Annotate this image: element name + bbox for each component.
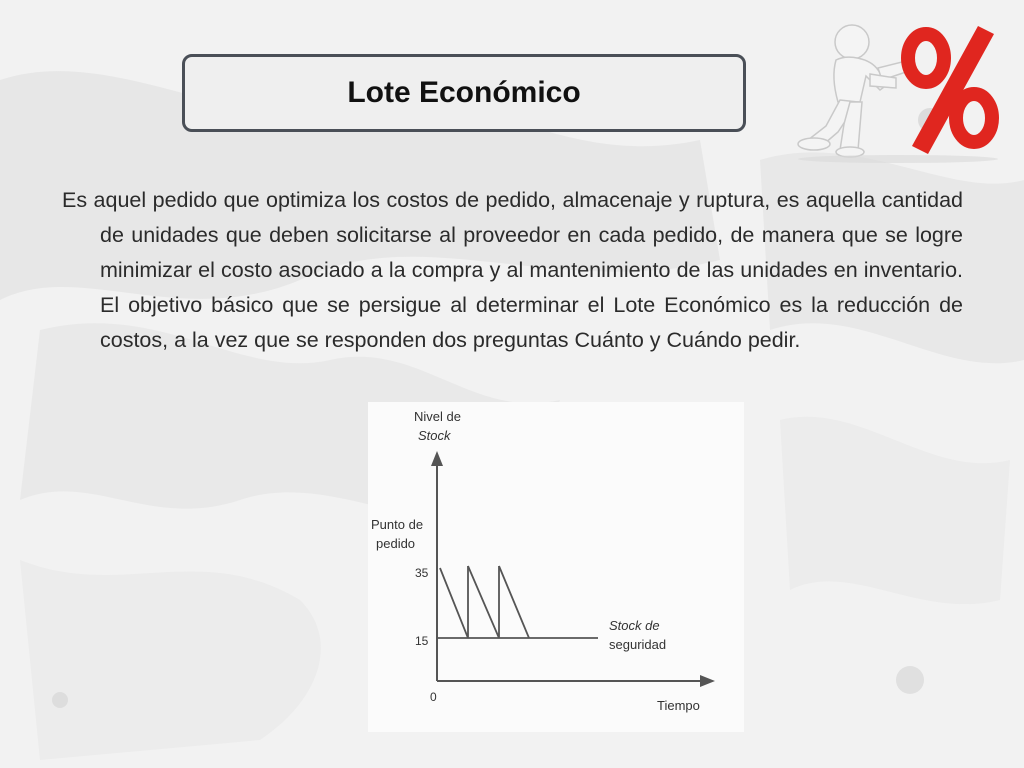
tick-high: 35 [415, 566, 429, 580]
stock-sawtooth [440, 566, 529, 638]
x-axis-arrow-icon [700, 675, 715, 687]
y-axis-label-line2: Stock [418, 428, 451, 443]
reorder-label-line1: Punto de [371, 517, 424, 532]
origin-label: 0 [430, 690, 437, 704]
stock-cycle-2 [468, 566, 499, 638]
y-axis-label-line1: Nivel de [414, 409, 461, 424]
stock-cycle-1 [440, 566, 468, 638]
tick-low: 15 [415, 634, 429, 648]
stock-cycle-3 [499, 566, 529, 638]
x-axis-label: Tiempo [657, 698, 700, 713]
slide-title: Lote Económico [347, 76, 581, 109]
safety-label-line2: seguridad [609, 637, 667, 652]
y-axis-arrow-icon [431, 451, 443, 466]
definition-paragraph: Es aquel pedido que optimiza los costos de pedido, almacenaje y ruptura, es aquella cantidad de unidades que deben solicitarse al proveedor en cada pedido, de manera que se logre minimizar el costo asociado a la compra y al mantenimiento de las unidades en inventario. El objetivo básico que se persigue al determinar el Lote Económico es la reducción de costos, a la vez que se responden dos preguntas Cuánto y Cuándo pedir. [62, 188, 963, 352]
reorder-label-line2: pedido [376, 536, 416, 551]
safety-label-line1: Stock de [609, 618, 660, 633]
